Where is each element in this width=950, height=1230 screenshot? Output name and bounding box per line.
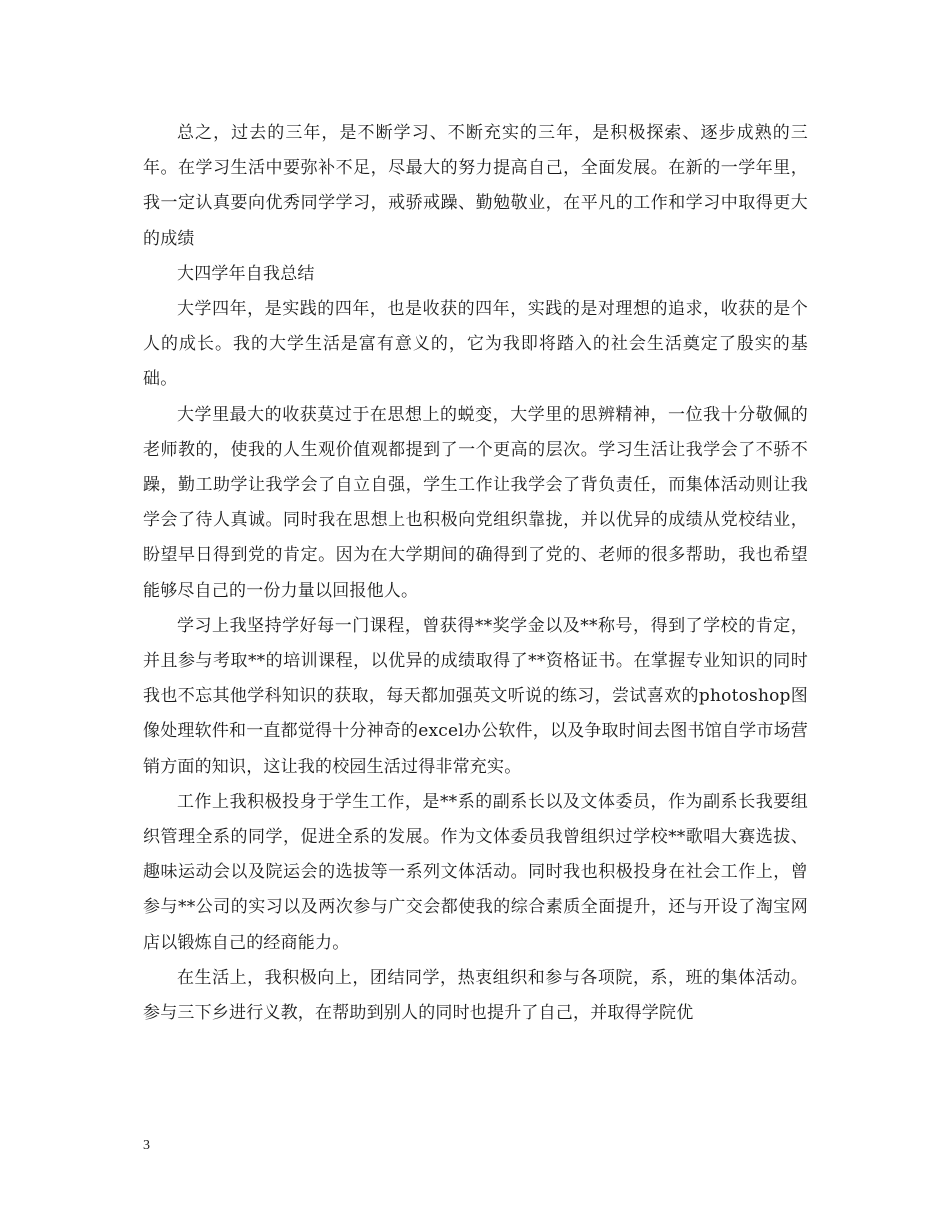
page-number: 3 (143, 1138, 150, 1153)
paragraph-summary-three-years: 总之，过去的三年，是不断学习、不断充实的三年，是积极探索、逐步成熟的三年。在学习生活中要弥补不足，尽最大的努力提高自己，全面发展。在新的一学年里，我一定认真要向优秀同学学习，戒骄戒躁、勤勉敬业，在平凡的工作和学习中取得更大的成绩 (143, 123, 808, 249)
paragraph-four-years-intro: 大学四年，是实践的四年，也是收获的四年，实践的是对理想的追求，收获的是个人的成长。我的大学生活是富有意义的，它为我即将踏入的社会生活奠定了殷实的基础。 (143, 299, 808, 390)
paragraph-study: 学习上我坚持学好每一门课程，曾获得**奖学金以及**称号，得到了学校的肯定，并且参与考取**的培训课程，以优异的成绩取得了**资格证书。在掌握专业知识的同时我也不忘其他学科知识的获取，每天都加强英文听说的练习，尝试喜欢的photoshop图像处理软件和一直都觉得十分神奇的excel办公软件，以及争取时间去图书馆自学市场营销方面的知识，这让我的校园生活过得非常充实。 (143, 615, 808, 777)
paragraph-daily-life: 在生活上，我积极向上，团结同学，热衷组织和参与各项院，系，班的集体活动。参与三下乡进行义教，在帮助到别人的同时也提升了自己，并取得学院优 (143, 967, 808, 1024)
paragraph-ideological-growth: 大学里最大的收获莫过于在思想上的蜕变，大学里的思辨精神，一位我十分敬佩的老师教的，使我的人生观价值观都提到了一个更高的层次。学习生活让我学会了不骄不躁，勤工助学让我学会了自立自强，学生工作让我学会了背负责任，而集体活动则让我学会了待人真诚。同时我在思想上也积极向党组织靠拢，并以优异的成绩从党校结业，盼望早日得到党的肯定。因为在大学期间的确得到了党的、老师的很多帮助，我也希望能够尽自己的一份力量以回报他人。 (143, 404, 808, 601)
document-body (143, 116, 808, 1031)
section-heading-senior-year-summary: 大四学年自我总结 (177, 263, 315, 284)
paragraph-student-work: 工作上我积极投身于学生工作，是**系的副系长以及文体委员，作为副系长我要组织管理全系的同学，促进全系的发展。作为文体委员我曾组织过学校**歌唱大赛选拔、趣味运动会以及院运会的选拔等一系列文体活动。同时我也积极投身在社会工作上，曾参与**公司的实习以及两次参与广交会都使我的综合素质全面提升，还与开设了淘宝网店以锻炼自己的经商能力。 (143, 791, 808, 953)
